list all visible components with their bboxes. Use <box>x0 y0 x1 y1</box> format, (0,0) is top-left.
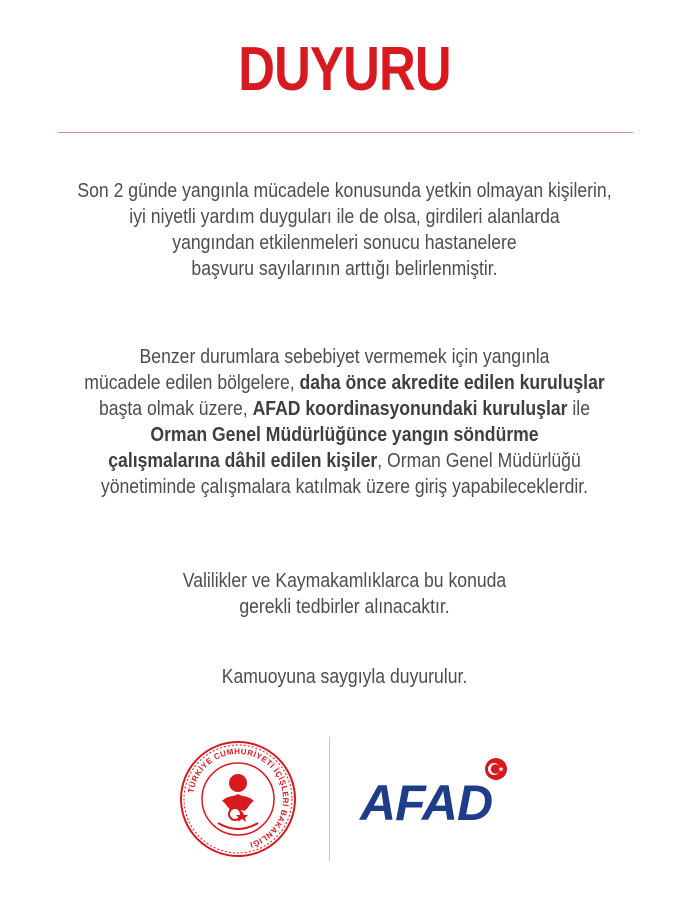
announcement-title: DUYURU <box>238 35 451 104</box>
paragraph-1 <box>20 178 669 282</box>
text-segment: mücadele edilen bölgelere, <box>84 372 300 394</box>
paragraph-line: gerekli tedbirler alınacaktır. <box>239 596 450 618</box>
paragraph-line <box>59 422 630 448</box>
paragraph-line <box>59 396 630 422</box>
paragraph-line: iyi niyetli yardım duyguları ile de olsa, girdileri alanlarda <box>129 206 560 228</box>
title-divider <box>58 132 633 133</box>
paragraph-line: yangından etkilenmeleri sonucu hastanelere <box>172 232 517 254</box>
afad-logo <box>360 757 510 847</box>
paragraph-line: Valilikler ve Kaymakamlıklarca bu konuda <box>182 570 507 592</box>
text-segment: başta olmak üzere, <box>98 398 253 420</box>
paragraph-2 <box>20 344 669 500</box>
bold-segment: daha önce akredite edilen kuruluşlar <box>299 372 605 394</box>
bold-segment: çalışmalarına dâhil edilen kişiler <box>108 450 378 472</box>
bold-segment: Orman Genel Müdürlüğünce yangın söndürme <box>150 424 539 446</box>
text-segment: , Orman Genel Müdürlüğü <box>377 450 581 472</box>
paragraph-line <box>59 448 630 474</box>
paragraph-line: Benzer durumlara sebebiyet vermemek için yangınla <box>139 346 550 368</box>
paragraph-3 <box>20 568 669 620</box>
paragraph-line <box>59 370 630 396</box>
bold-segment: AFAD koordinasyonundaki kuruluşlar <box>252 398 568 420</box>
logo-divider <box>329 737 330 861</box>
paragraph-line: Son 2 günde yangınla mücadele konusunda yetkin olmayan kişilerin, <box>77 180 612 202</box>
paragraph-line: başvuru sayılarının arttığı belirlenmiştir. <box>191 258 498 280</box>
turkish-flag-icon <box>484 757 508 781</box>
afad-logo-text: AFAD <box>360 775 493 831</box>
text-segment: ile <box>567 398 590 420</box>
logo-row <box>0 735 689 865</box>
paragraph-4 <box>20 664 669 690</box>
closing-line: Kamuoyuna saygıyla duyurulur. <box>221 666 468 688</box>
ministry-seal-icon <box>178 739 298 859</box>
paragraph-line: yönetiminde çalışmalara katılmak üzere giriş yapabileceklerdir. <box>100 476 589 498</box>
seal-text: TÜRKİYE CUMHURİYETİ İÇİŞLERİ BAKANLIĞI <box>186 746 291 850</box>
